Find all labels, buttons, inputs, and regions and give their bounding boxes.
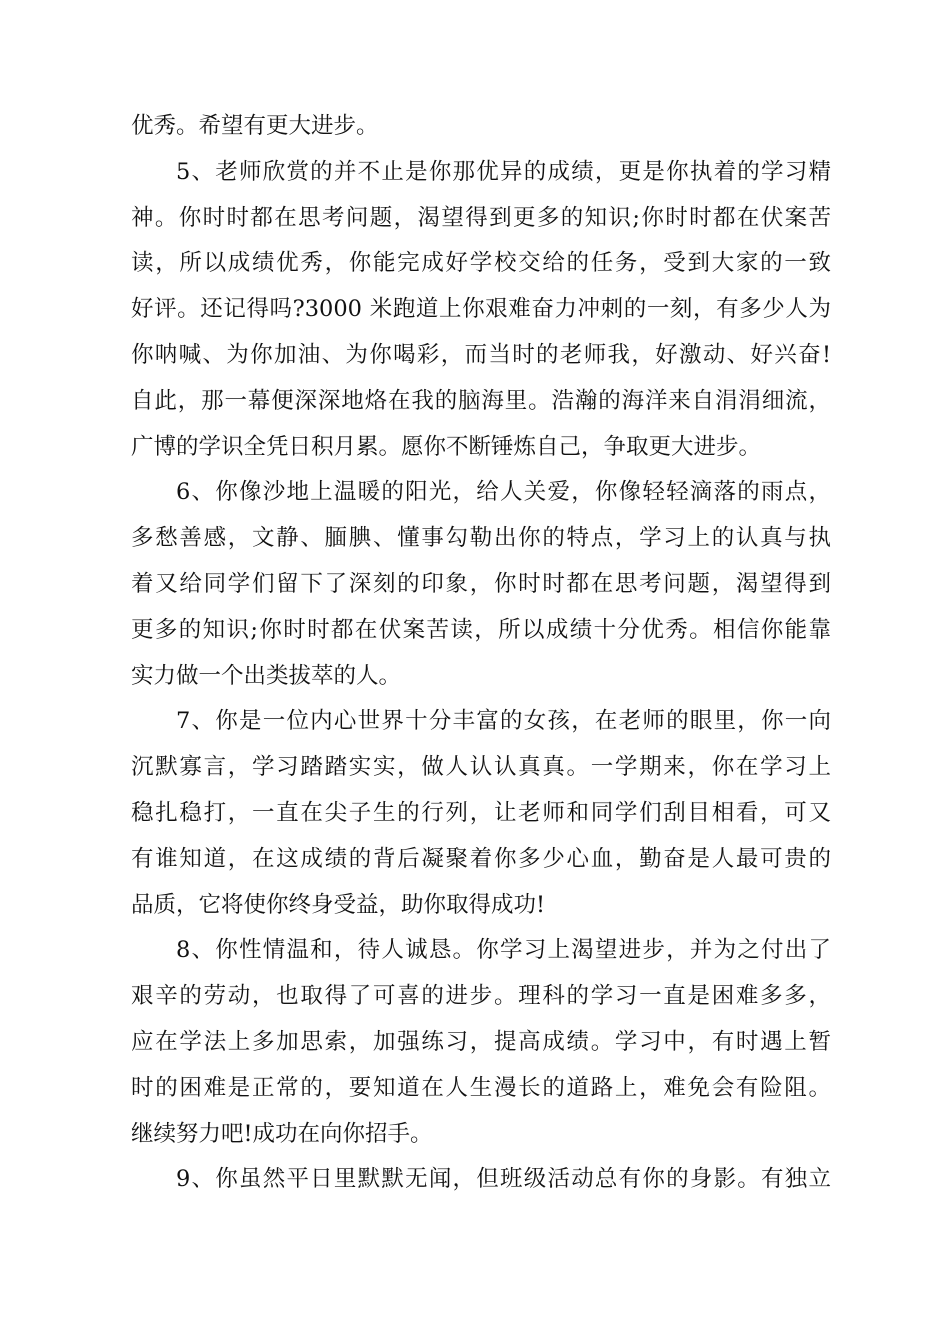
- paragraph-first-line: 6、你像沙地上温暖的阳光，给人关爱，你像轻轻滴落的雨点，: [176, 479, 831, 506]
- text-line: 优秀。希望有更大进步。: [131, 113, 379, 139]
- text-line: 自此，那一幕便深深地烙在我的脑海里。浩瀚的海洋来自涓涓细流，: [131, 387, 831, 414]
- text-line: 品质，它将使你终身受益，助你取得成功!: [131, 891, 546, 918]
- text-line: 广博的学识全凭日积月累。愿你不断锤炼自己，争取更大进步。: [131, 433, 762, 460]
- text-line: 你呐喊、为你加油、为你喝彩，而当时的老师我，好激动、好兴奋!: [131, 341, 831, 368]
- text-line: 有谁知道，在这成绩的背后凝聚着你多少心血，勤奋是人最可贵的: [131, 845, 831, 872]
- paragraph-first-line: 8、你性情温和，待人诚恳。你学习上渴望进步，并为之付出了: [176, 937, 831, 964]
- paragraph-first-line: 7、你是一位内心世界十分丰富的女孩，在老师的眼里，你一向: [176, 708, 831, 735]
- text-line: 继续努力吧!成功在向你招手。: [131, 1120, 433, 1147]
- text-line: 多愁善感，文静、腼腆、懂事勾勒出你的特点，学习上的认真与执: [131, 525, 831, 552]
- text-line: 更多的知识;你时时都在伏案苦读，所以成绩十分优秀。相信你能靠: [131, 616, 831, 643]
- text-line: 着又给同学们留下了深刻的印象，你时时都在思考问题，渴望得到: [131, 570, 831, 597]
- body-text: [131, 104, 831, 1203]
- text-line: 时的困难是正常的，要知道在人生漫长的道路上，难免会有险阻。: [131, 1074, 831, 1101]
- text-line: 稳扎稳打，一直在尖子生的行列，让老师和同学们刮目相看，可又: [131, 799, 831, 826]
- text-line: 实力做一个出类拔萃的人。: [131, 662, 402, 689]
- text-line: 神。你时时都在思考问题，渴望得到更多的知识;你时时都在伏案苦: [131, 204, 831, 231]
- text-line: 读，所以成绩优秀，你能完成好学校交给的任务，受到大家的一致: [131, 250, 831, 277]
- paragraph-first-line: 9、你虽然平日里默默无闻，但班级活动总有你的身影。有独立: [176, 1166, 831, 1193]
- text-line: 沉默寡言，学习踏踏实实，做人认认真真。一学期来，你在学习上: [131, 754, 831, 781]
- text-line: 好评。还记得吗?3000 米跑道上你艰难奋力冲刺的一刻，有多少人为: [131, 296, 831, 323]
- paragraph-first-line: 5、老师欣赏的并不止是你那优异的成绩，更是你执着的学习精: [176, 158, 831, 185]
- text-line: 应在学法上多加思索，加强练习，提高成绩。学习中，有时遇上暂: [131, 1028, 831, 1055]
- text-line: 艰辛的劳动，也取得了可喜的进步。理科的学习一直是困难多多，: [131, 983, 831, 1010]
